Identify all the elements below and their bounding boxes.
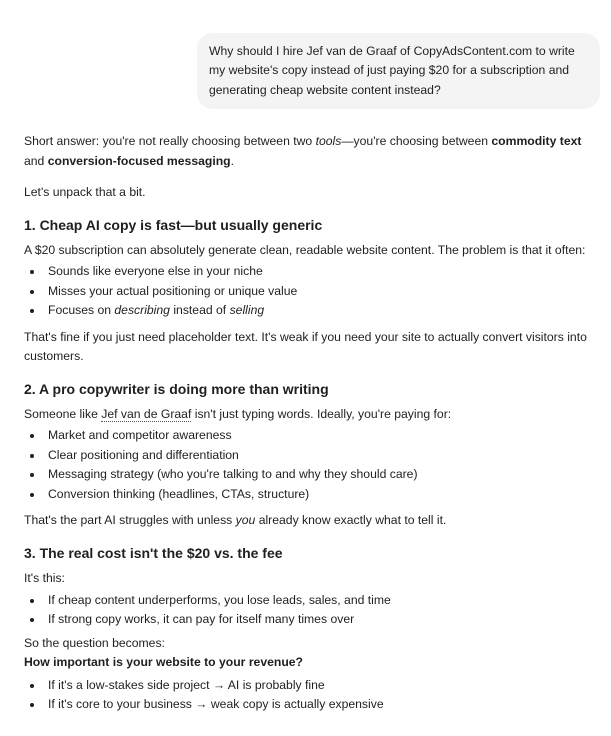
intro-bold-conversion: conversion-focused messaging	[47, 153, 231, 168]
list-item-text: Focuses on	[48, 303, 115, 318]
intro-text-middle: —you're choosing between	[341, 134, 492, 148]
assistant-response	[24, 132, 600, 715]
intro-bold-commodity: commodity text	[491, 134, 582, 148]
question-lead: So the question becomes:	[24, 635, 165, 650]
list-item: Misses your actual positioning or unique value	[24, 282, 600, 302]
section-2-lead	[24, 405, 600, 425]
intro-paragraph	[24, 132, 600, 171]
section-1-after: That's fine if you just need placeholder text. It's weak if you need your site to actually convert visitors into customers.	[24, 329, 587, 364]
section-3-heading: 3. The real cost isn't the $20 vs. the fee	[24, 545, 283, 562]
list-item: If cheap content underperforms, you lose leads, sales, and time	[24, 591, 600, 611]
list-item	[24, 301, 600, 321]
unpack-paragraph: Let's unpack that a bit.	[24, 185, 146, 199]
section-1-lead: A $20 subscription can absolutely generate clean, readable website content. The problem is that it often:	[24, 242, 586, 257]
intro-emphasis-tools: tools	[315, 134, 342, 148]
list-item: Conversion thinking (headlines, CTAs, structure)	[24, 485, 600, 505]
list-item: Clear positioning and differentiation	[24, 446, 600, 466]
user-message-bubble	[197, 33, 600, 109]
section-3-list	[24, 591, 600, 630]
section-2-lead-text-post: isn't just typing words. Ideally, you're paying for:	[191, 406, 452, 421]
section-2-after	[24, 511, 600, 531]
section-2-after-text: That's the part AI struggles with unless	[24, 512, 236, 527]
user-message-text: Why should I hire Jef van de Graaf of CopyAdsContent.com to write my website's copy instead of just paying $20 for a subscription and generating cheap website content instead?	[209, 44, 575, 97]
section-2-list	[24, 426, 600, 504]
list-item: If strong copy works, it can pay for itself many times over	[24, 610, 600, 630]
section-2-heading: 2. A pro copywriter is doing more than writing	[24, 380, 329, 397]
question-bold-text: How important is your website to your revenue?	[24, 655, 304, 670]
question-bold	[24, 653, 600, 673]
section-1-heading: 1. Cheap AI copy is fast—but usually generic	[24, 216, 323, 233]
list-item: Messaging strategy (who you're talking to and why they should care)	[24, 465, 600, 485]
intro-text-end: .	[230, 153, 234, 168]
section-1-list	[24, 262, 600, 321]
intro-text: Short answer: you're not really choosing between two	[24, 134, 316, 148]
section-2-after-text-post: already know exactly what to tell it.	[255, 512, 447, 527]
list-item-emphasis: describing	[114, 303, 170, 318]
list-item-text: instead of	[169, 303, 230, 318]
list-item: If it's core to your business → weak copy is actually expensive	[24, 695, 600, 715]
list-item: Market and competitor awareness	[24, 426, 600, 446]
section-2-after-emphasis: you	[235, 512, 256, 527]
list-item: Sounds like everyone else in your niche	[24, 262, 600, 282]
list-item-emphasis: selling	[229, 303, 265, 318]
intro-text-and: and	[24, 153, 48, 168]
section-3-list-2	[24, 676, 600, 715]
list-item: If it's a low-stakes side project → AI is probably fine	[24, 676, 600, 696]
section-3-lead: It's this:	[24, 571, 65, 586]
entity-name-link[interactable]: Jef van de Graaf	[101, 406, 192, 421]
section-2-lead-text: Someone like	[24, 406, 102, 421]
